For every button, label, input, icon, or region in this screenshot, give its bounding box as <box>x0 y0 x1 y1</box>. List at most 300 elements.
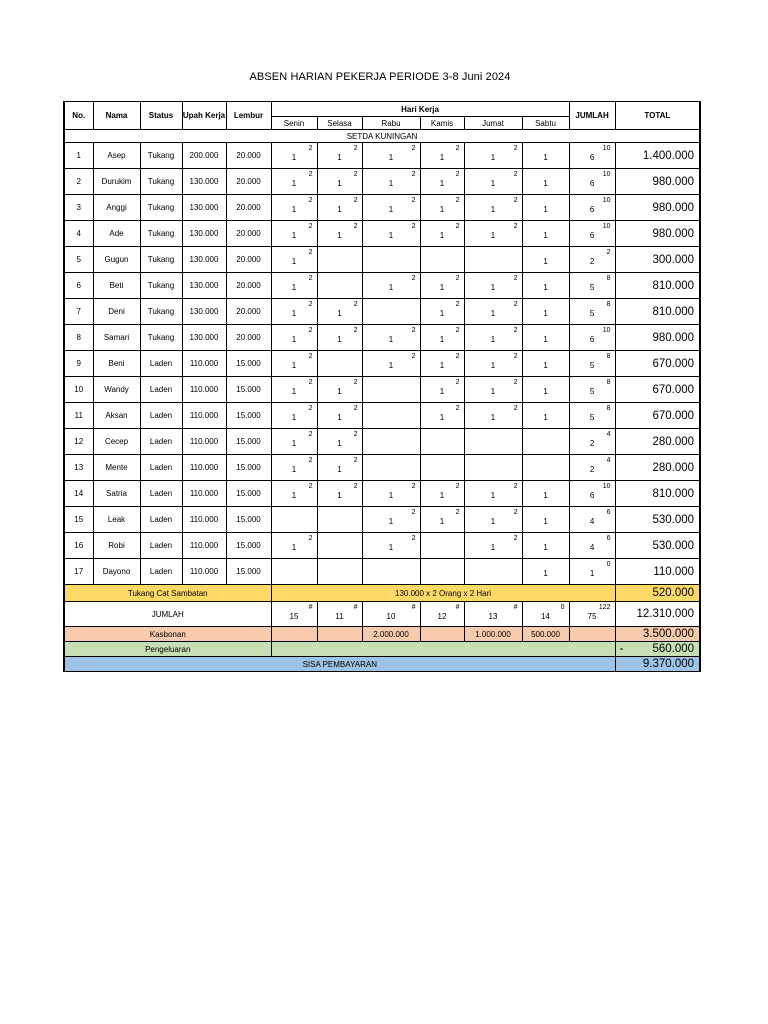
cell-day <box>464 143 522 169</box>
cell-jumlah <box>569 377 615 403</box>
cell-day <box>362 247 420 273</box>
cell-jumlah <box>569 455 615 481</box>
cell-day-value: 1 <box>490 283 496 292</box>
cell-jumlah-value: 2 <box>589 465 595 474</box>
cell-day-overtime: 2 <box>353 171 358 178</box>
cell-day <box>271 325 317 351</box>
cell-day-value: 1 <box>388 153 394 162</box>
cell-jumlah <box>569 403 615 429</box>
table-row <box>64 481 700 507</box>
cell-day-value: 1 <box>543 543 548 552</box>
cell-day-value: 1 <box>388 231 394 240</box>
kasbonan-day <box>420 627 464 642</box>
cell-day-value: 1 <box>439 153 445 162</box>
cell-day-overtime: 2 <box>513 535 518 542</box>
cell-day-value: 1 <box>543 387 548 396</box>
cell-jumlah <box>569 351 615 377</box>
cell-upah: 110.000 <box>182 481 226 507</box>
cell-day-overtime: 2 <box>308 327 313 334</box>
table-row <box>64 403 700 429</box>
cell-total: 980.000 <box>615 221 700 247</box>
cell-jumlah-value: 5 <box>589 283 595 292</box>
cell-lembur: 20.000 <box>226 273 271 299</box>
cell-jumlah-overtime: 0 <box>606 561 611 568</box>
table-row <box>64 195 700 221</box>
cell-nama: Satria <box>93 481 140 507</box>
cell-day <box>362 143 420 169</box>
jumlah-day <box>464 602 522 627</box>
cell-day <box>271 221 317 247</box>
cell-day-value: 1 <box>543 205 548 214</box>
cell-upah: 130.000 <box>182 195 226 221</box>
cell-upah: 110.000 <box>182 507 226 533</box>
table-row <box>64 455 700 481</box>
cell-nama: Gugun <box>93 247 140 273</box>
table-row <box>64 559 700 585</box>
header-status: Status <box>140 102 182 130</box>
cell-nama: Asep <box>93 143 140 169</box>
cell-day <box>464 221 522 247</box>
cell-day <box>271 169 317 195</box>
header-day-selasa: Selasa <box>317 117 362 130</box>
cell-total: 810.000 <box>615 481 700 507</box>
cell-day <box>420 377 464 403</box>
cell-day <box>362 429 420 455</box>
cell-day <box>271 273 317 299</box>
kasbonan-row <box>64 627 700 642</box>
header-hari-kerja: Hari Kerja <box>271 102 569 117</box>
cell-jumlah-overtime: 10 <box>602 145 611 152</box>
cell-day <box>317 377 362 403</box>
cell-lembur: 15.000 <box>226 455 271 481</box>
cell-day-value: 1 <box>439 231 445 240</box>
cell-day <box>271 559 317 585</box>
cell-day <box>464 299 522 325</box>
cell-jumlah-overtime: 10 <box>602 327 611 334</box>
jumlah-row <box>64 602 700 627</box>
cell-jumlah-value: 6 <box>589 205 595 214</box>
cell-day-overtime: 2 <box>308 145 313 152</box>
jumlah-day <box>317 602 362 627</box>
cell-day-value: 1 <box>543 361 548 370</box>
cell-day-overtime: 2 <box>353 197 358 204</box>
cell-day-overtime: 2 <box>513 301 518 308</box>
jumlah-day <box>362 602 420 627</box>
cell-day-value: 1 <box>337 439 342 448</box>
cell-day-value: 1 <box>291 413 297 422</box>
cell-nama: Wandy <box>93 377 140 403</box>
cell-day-value: 1 <box>291 543 297 552</box>
cell-upah: 110.000 <box>182 559 226 585</box>
cell-jumlah <box>569 169 615 195</box>
cell-day-overtime: 2 <box>513 353 518 360</box>
sisa-label: SISA PEMBAYARAN <box>64 657 615 672</box>
cell-total: 980.000 <box>615 169 700 195</box>
cell-no: 8 <box>64 325 93 351</box>
sisa-total: 9.370.000 <box>615 657 700 672</box>
cell-day-value: 1 <box>337 231 342 240</box>
cell-day <box>464 351 522 377</box>
table-row <box>64 533 700 559</box>
cell-day-overtime: 2 <box>353 431 358 438</box>
cell-day-overtime: 2 <box>308 535 313 542</box>
cell-total: 530.000 <box>615 507 700 533</box>
jumlah-day-overtime: # <box>455 604 460 611</box>
header-day-senin: Senin <box>271 117 317 130</box>
cell-day-overtime: 2 <box>455 483 460 490</box>
cell-day-value: 1 <box>490 205 496 214</box>
cell-day-overtime: 2 <box>308 353 313 360</box>
pengeluaran-row <box>64 642 700 657</box>
cell-jumlah-overtime: 6 <box>606 535 611 542</box>
cell-day-value: 1 <box>543 569 548 578</box>
cell-day-overtime: 2 <box>513 145 518 152</box>
cell-day-overtime: 2 <box>308 457 313 464</box>
cell-no: 13 <box>64 455 93 481</box>
header-day-jumat: Jumat <box>464 117 522 130</box>
cell-no: 3 <box>64 195 93 221</box>
cell-no: 17 <box>64 559 93 585</box>
cell-day-value: 1 <box>337 465 342 474</box>
cell-status: Laden <box>140 533 182 559</box>
jumlah-total: 12.310.000 <box>615 602 700 627</box>
cell-day-overtime: 2 <box>411 483 416 490</box>
sisa-row <box>64 657 700 672</box>
jumlah-day-value: 15 <box>289 611 299 621</box>
cell-total: 670.000 <box>615 403 700 429</box>
cell-day-overtime: 2 <box>513 509 518 516</box>
kasbonan-day <box>271 627 317 642</box>
table-row <box>64 351 700 377</box>
cell-day-overtime: 2 <box>353 327 358 334</box>
cell-day-overtime: 2 <box>308 301 313 308</box>
cell-jumlah <box>569 429 615 455</box>
cell-day <box>522 559 569 585</box>
cell-total: 670.000 <box>615 377 700 403</box>
cell-day-value: 1 <box>337 335 342 344</box>
cell-nama: Cecep <box>93 429 140 455</box>
cell-status: Tukang <box>140 169 182 195</box>
cell-day <box>362 169 420 195</box>
cell-day <box>464 247 522 273</box>
cell-day <box>271 455 317 481</box>
cell-day-overtime: 2 <box>308 379 313 386</box>
cell-jumlah-value: 1 <box>589 569 595 578</box>
cell-jumlah-value: 4 <box>589 543 595 552</box>
cell-day-value: 1 <box>291 231 297 240</box>
cell-nama: Samari <box>93 325 140 351</box>
cell-day-value: 1 <box>291 361 297 370</box>
cell-no: 6 <box>64 273 93 299</box>
cell-day <box>271 195 317 221</box>
header-nama: Nama <box>93 102 140 130</box>
cell-day-value: 1 <box>291 205 297 214</box>
table-row <box>64 377 700 403</box>
cell-day-value: 1 <box>490 309 496 318</box>
cell-day <box>420 143 464 169</box>
cell-day <box>522 351 569 377</box>
cell-day <box>522 299 569 325</box>
cell-total: 980.000 <box>615 325 700 351</box>
cell-day <box>271 351 317 377</box>
kasbonan-day: 1.000.000 <box>464 627 522 642</box>
cell-upah: 130.000 <box>182 325 226 351</box>
cell-day <box>522 429 569 455</box>
cell-upah: 110.000 <box>182 533 226 559</box>
cell-day-overtime: 2 <box>353 483 358 490</box>
table-row <box>64 169 700 195</box>
cell-no: 15 <box>64 507 93 533</box>
cell-nama: Beni <box>93 351 140 377</box>
cell-day-overtime: 2 <box>513 483 518 490</box>
cell-day <box>522 195 569 221</box>
cell-no: 12 <box>64 429 93 455</box>
cell-day-overtime: 2 <box>308 249 313 256</box>
sambatan-total: 520.000 <box>615 585 700 602</box>
cell-day <box>362 325 420 351</box>
cell-day-value: 1 <box>439 205 445 214</box>
cell-upah: 130.000 <box>182 247 226 273</box>
cell-upah: 110.000 <box>182 429 226 455</box>
cell-jumlah-overtime: 8 <box>606 379 611 386</box>
cell-lembur: 15.000 <box>226 403 271 429</box>
kasbonan-day: 500.000 <box>522 627 569 642</box>
cell-jumlah-overtime: 8 <box>606 405 611 412</box>
cell-jumlah-value: 2 <box>589 257 595 266</box>
cell-day <box>464 481 522 507</box>
cell-status: Laden <box>140 403 182 429</box>
cell-jumlah <box>569 299 615 325</box>
cell-day-overtime: 2 <box>513 379 518 386</box>
kasbonan-label: Kasbonan <box>64 627 271 642</box>
cell-day <box>362 403 420 429</box>
cell-day <box>464 533 522 559</box>
cell-day <box>464 377 522 403</box>
sambatan-note: 130.000 x 2 Orang x 2 Hari <box>271 585 615 602</box>
cell-jumlah-value: 6 <box>589 179 595 188</box>
cell-day <box>464 559 522 585</box>
cell-day-overtime: 2 <box>353 379 358 386</box>
cell-total: 810.000 <box>615 273 700 299</box>
cell-day <box>271 247 317 273</box>
cell-day-value: 1 <box>388 335 394 344</box>
cell-day <box>362 195 420 221</box>
cell-jumlah-value: 6 <box>589 491 595 500</box>
cell-lembur: 15.000 <box>226 429 271 455</box>
cell-day-value: 1 <box>337 491 342 500</box>
cell-status: Tukang <box>140 325 182 351</box>
cell-day-value: 1 <box>291 257 297 266</box>
table-row <box>64 221 700 247</box>
cell-nama: Robi <box>93 533 140 559</box>
cell-nama: Beti <box>93 273 140 299</box>
cell-day <box>362 533 420 559</box>
cell-jumlah <box>569 143 615 169</box>
cell-jumlah-overtime: 10 <box>602 197 611 204</box>
cell-status: Tukang <box>140 273 182 299</box>
cell-day-value: 1 <box>291 283 297 292</box>
cell-day-overtime: 2 <box>308 197 313 204</box>
cell-day <box>522 169 569 195</box>
table-row <box>64 325 700 351</box>
cell-day-value: 1 <box>337 387 342 396</box>
cell-upah: 110.000 <box>182 351 226 377</box>
cell-day-value: 1 <box>291 309 297 318</box>
cell-day-value: 1 <box>388 179 394 188</box>
cell-day <box>464 507 522 533</box>
cell-status: Tukang <box>140 143 182 169</box>
cell-jumlah-overtime: 10 <box>602 171 611 178</box>
cell-day-overtime: 2 <box>308 405 313 412</box>
cell-day <box>317 195 362 221</box>
cell-day <box>522 507 569 533</box>
jumlah-day-value: 13 <box>488 611 498 621</box>
cell-day-overtime: 2 <box>455 275 460 282</box>
table-row <box>64 273 700 299</box>
cell-day-overtime: 2 <box>411 197 416 204</box>
document-title: ABSEN HARIAN PEKERJA PERIODE 3-8 Juni 2024 <box>249 71 511 83</box>
jumlah-day-value: 11 <box>335 611 344 621</box>
cell-status: Laden <box>140 455 182 481</box>
kasbonan-day <box>317 627 362 642</box>
jumlah-day-value: 12 <box>437 611 447 621</box>
attendance-table <box>63 101 701 672</box>
cell-no: 2 <box>64 169 93 195</box>
group-label: SETDA KUNINGAN <box>64 130 700 143</box>
cell-day <box>464 195 522 221</box>
header-no: No. <box>64 102 93 130</box>
cell-nama: Deni <box>93 299 140 325</box>
header-lembur: Lembur <box>226 102 271 130</box>
cell-lembur: 15.000 <box>226 481 271 507</box>
cell-status: Laden <box>140 507 182 533</box>
cell-day-overtime: 2 <box>513 405 518 412</box>
cell-day <box>317 429 362 455</box>
cell-lembur: 15.000 <box>226 533 271 559</box>
cell-total: 280.000 <box>615 455 700 481</box>
cell-day-overtime: 2 <box>308 171 313 178</box>
cell-day <box>420 429 464 455</box>
cell-day <box>464 455 522 481</box>
jumlah-day <box>420 602 464 627</box>
cell-day <box>271 533 317 559</box>
cell-day <box>271 403 317 429</box>
cell-day-overtime: 2 <box>455 509 460 516</box>
cell-nama: Dayono <box>93 559 140 585</box>
cell-day <box>464 273 522 299</box>
cell-day <box>420 273 464 299</box>
jumlah-day-overtime: 0 <box>560 604 565 611</box>
cell-no: 16 <box>64 533 93 559</box>
cell-total: 980.000 <box>615 195 700 221</box>
jumlah-day-overtime: # <box>513 604 518 611</box>
cell-status: Laden <box>140 429 182 455</box>
kasbonan-total: 3.500.000 <box>615 627 700 642</box>
cell-lembur: 20.000 <box>226 325 271 351</box>
cell-jumlah-overtime: 2 <box>606 249 611 256</box>
pengeluaran-total-value: 560.000 <box>652 643 695 655</box>
cell-status: Laden <box>140 377 182 403</box>
cell-day <box>420 351 464 377</box>
cell-day-value: 1 <box>291 179 297 188</box>
cell-day-overtime: 2 <box>411 327 416 334</box>
cell-day-overtime: 2 <box>308 223 313 230</box>
cell-day-overtime: 2 <box>513 275 518 282</box>
cell-day-value: 1 <box>439 517 445 526</box>
cell-total: 280.000 <box>615 429 700 455</box>
cell-day <box>317 143 362 169</box>
cell-status: Tukang <box>140 299 182 325</box>
cell-day <box>317 351 362 377</box>
cell-jumlah-overtime: 8 <box>606 301 611 308</box>
cell-jumlah-value: 4 <box>589 517 595 526</box>
cell-day-overtime: 2 <box>411 353 416 360</box>
table-row <box>64 143 700 169</box>
cell-day-overtime: 2 <box>308 483 313 490</box>
jumlah-total-days <box>569 602 615 627</box>
cell-no: 4 <box>64 221 93 247</box>
cell-day <box>271 429 317 455</box>
cell-day-value: 1 <box>543 491 548 500</box>
cell-jumlah <box>569 559 615 585</box>
cell-total: 530.000 <box>615 533 700 559</box>
cell-jumlah-value: 5 <box>589 361 595 370</box>
cell-jumlah-overtime: 8 <box>606 353 611 360</box>
cell-jumlah-value: 2 <box>589 439 595 448</box>
cell-day-value: 1 <box>490 517 496 526</box>
cell-day <box>420 559 464 585</box>
cell-day-value: 1 <box>388 491 394 500</box>
cell-upah: 130.000 <box>182 169 226 195</box>
cell-no: 9 <box>64 351 93 377</box>
cell-jumlah-overtime: 8 <box>606 275 611 282</box>
cell-total: 810.000 <box>615 299 700 325</box>
cell-nama: Durukim <box>93 169 140 195</box>
cell-day <box>522 377 569 403</box>
cell-day <box>317 455 362 481</box>
cell-no: 1 <box>64 143 93 169</box>
cell-day-value: 1 <box>291 153 297 162</box>
cell-no: 11 <box>64 403 93 429</box>
cell-jumlah-value: 5 <box>589 309 595 318</box>
cell-day-overtime: 2 <box>411 171 416 178</box>
cell-lembur: 20.000 <box>226 299 271 325</box>
cell-day <box>420 403 464 429</box>
cell-day <box>420 195 464 221</box>
cell-day <box>317 169 362 195</box>
cell-day <box>522 247 569 273</box>
cell-day-overtime: 2 <box>411 145 416 152</box>
cell-day-value: 1 <box>490 153 496 162</box>
jumlah-label: JUMLAH <box>64 602 271 627</box>
cell-upah: 200.000 <box>182 143 226 169</box>
cell-jumlah-overtime: 4 <box>606 457 611 464</box>
cell-day-value: 1 <box>439 309 445 318</box>
cell-total: 1.400.000 <box>615 143 700 169</box>
cell-day <box>362 507 420 533</box>
cell-jumlah-overtime: 4 <box>606 431 611 438</box>
header-total: TOTAL <box>615 102 700 130</box>
cell-day-overtime: 2 <box>353 223 358 230</box>
cell-day <box>464 429 522 455</box>
cell-day-value: 1 <box>439 387 445 396</box>
cell-day-value: 1 <box>291 335 297 344</box>
cell-day-value: 1 <box>490 543 496 552</box>
pengeluaran-blank <box>271 642 615 657</box>
cell-day-overtime: 2 <box>455 145 460 152</box>
sambatan-label: Tukang Cat Sambatan <box>64 585 271 602</box>
cell-day <box>522 481 569 507</box>
